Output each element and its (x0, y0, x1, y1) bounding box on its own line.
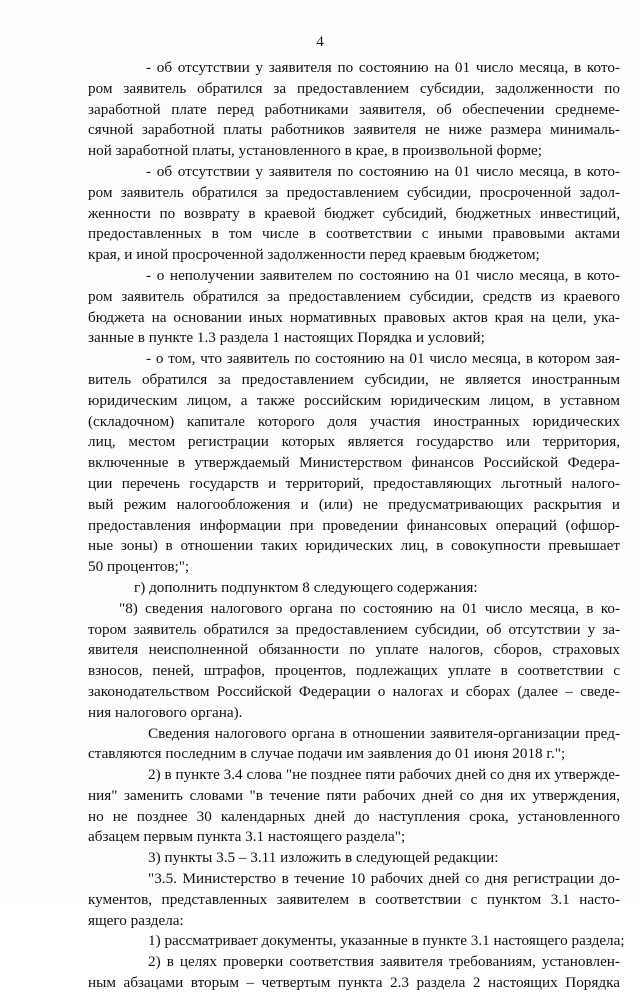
text-line: ром заявитель обратился за предоставлением субсидии, задолженности по (88, 79, 620, 97)
text-line: ции перечень государств и территорий, предоставляющих льготный налого- (88, 474, 620, 492)
text-line: лиц, местом регистрации которых является государство или территория, (88, 433, 620, 451)
text-line: юридическим лицом, а также российским юридическим лицом, в уставном (88, 391, 620, 409)
text-line: кументов, представленных заявителем в соответствии с пунктом 3.1 насто- (88, 890, 620, 908)
text-line: предоставления информации при проведении финансовых операций (офшор- (88, 516, 620, 534)
text-line: ром заявитель обратился за предоставлением субсидии, просроченной задол- (88, 183, 620, 201)
page-number: 4 (316, 34, 324, 50)
text-line: г) дополнить подпунктом 8 следующего содержания: (134, 578, 478, 596)
text-line: ром заявитель обратился за предоставлением субсидии, средств из краевого (88, 287, 620, 305)
text-line: 50 процентов;"; (88, 558, 190, 576)
text-line: (складочном) капитале которого доля участия иностранных юридических (88, 412, 620, 430)
text-line: занные в пункте 1.3 раздела 1 настоящих Порядка и условий; (88, 329, 485, 347)
text-line: ные зоны) в отношении таких юридических лиц, в совокупности превышает (88, 537, 620, 555)
text-line: 2) в целях проверки соответствия заявителя требованиям, установлен- (148, 953, 620, 971)
text-line: края, и иной просроченной задолженности перед краевым бюджетом; (88, 246, 540, 264)
text-line: предоставленных в том числе в соответствии с иными правовыми актами (88, 225, 620, 243)
text-line: ния налогового органа). (88, 703, 243, 721)
text-line: тором заявитель обратился за предоставлением субсидии, об отсутствии у за- (88, 620, 620, 638)
text-line: Сведения налогового органа в отношении заявителя-организации пред- (148, 724, 620, 742)
text-line: 2) в пункте 3.4 слова "не позднее пяти рабочих дней со дня их утвержде- (148, 766, 620, 784)
text-line: ным абзацами вторым – четвертым пункта 2.3 раздела 2 настоящих Порядка (88, 974, 620, 992)
text-line: взносов, пеней, штрафов, процентов, подлежащих уплате в соответствии с (88, 662, 620, 680)
text-line: - об отсутствии у заявителя по состоянию на 01 число месяца, в кото- (146, 59, 620, 76)
text-line: витель обратился за предоставлением субсидии, не является иностранным (88, 370, 620, 388)
text-line: 3) пункты 3.5 – 3.11 изложить в следующей редакции: (148, 849, 499, 867)
text-line: вый режим налогообложения и (или) не предусматривающих раскрытия и (88, 495, 620, 513)
text-line: ния" заменить словами "в течение пяти рабочих дней со дня их утверждения, (88, 786, 620, 804)
text-line: сячной заработной платы работников заявителя не ниже размера минималь- (88, 121, 620, 139)
text-line: - о неполучении заявителем по состоянию на 01 число месяца, в кото- (146, 266, 620, 284)
text-line: - о том, что заявитель по состоянию на 01 число месяца, в котором зая- (146, 350, 620, 368)
text-line: ной заработной платы, установленного в крае, в произвольной форме; (88, 142, 543, 160)
text-line: но не позднее 30 календарных дней до наступления срока, установленного (88, 807, 620, 825)
text-line: явителя неисполненной обязанности по уплате налогов, сборов, страховых (88, 641, 620, 659)
text-line: "3.5. Министерство в течение 10 рабочих дней со дня регистрации до- (148, 870, 620, 888)
text-line: - об отсутствии у заявителя по состоянию на 01 число месяца, в кото- (146, 162, 620, 180)
document-body (88, 58, 625, 994)
text-line: 1) рассматривает документы, указанные в пункте 3.1 настоящего раздела; (148, 932, 625, 950)
text-line: женности по возврату в краевой бюджет субсидий, бюджетных инвестиций, (88, 204, 620, 222)
text-line: включенные в утверждаемый Министерством финансов Российской Федера- (88, 454, 620, 472)
text-line: "8) сведения налогового органа по состоянию на 01 число месяца, в ко- (119, 599, 620, 617)
text-line: ставляются последним в случае подачи им заявления до 01 июня 2018 г."; (88, 745, 566, 763)
text-line: бюджета на основании иных нормативных правовых актов края на цели, ука- (88, 308, 620, 326)
text-line: законодательством Российской Федерации о налогах и сборах (далее – сведе- (88, 682, 620, 700)
text-line: ящего раздела: (88, 911, 184, 929)
text-line: абзацем первым пункта 3.1 настоящего раздела"; (88, 828, 406, 846)
text-line: заработной плате перед работниками заявителя, об обеспечении среднеме- (88, 100, 620, 118)
